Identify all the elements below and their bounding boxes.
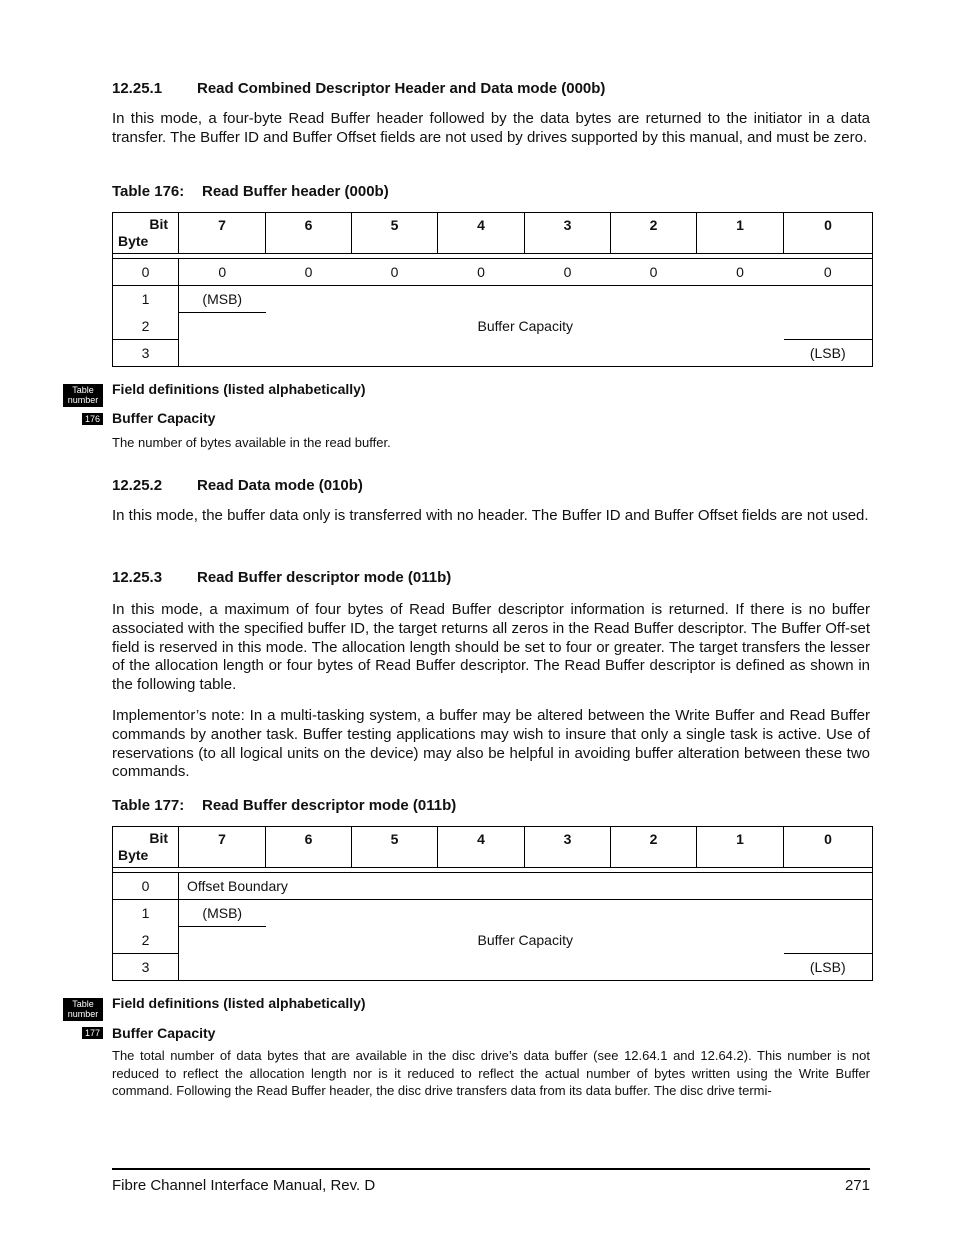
lsb-label: (LSB)	[784, 953, 873, 980]
footer-title: Fibre Channel Interface Manual, Rev. D	[112, 1177, 376, 1194]
bit-header: 7	[179, 827, 266, 868]
table-caption-176	[112, 183, 389, 200]
table-number-badge-num: 177	[82, 1027, 103, 1039]
bit-value: 0	[697, 259, 784, 286]
bit-byte-cell	[113, 213, 179, 254]
bit-value: 0	[352, 259, 438, 286]
field-definitions-heading: Field definitions (listed alphabetically)	[112, 995, 366, 1011]
bit-header: 0	[784, 827, 873, 868]
bit-header: 1	[697, 213, 784, 254]
table-177	[112, 826, 873, 981]
bit-label: Bit	[149, 830, 168, 846]
section-title: Read Combined Descriptor Header and Data mode (000b)	[197, 80, 606, 97]
table-row	[113, 286, 873, 313]
badge-line: Table	[72, 999, 94, 1009]
table-title: Read Buffer descriptor mode (011b)	[202, 797, 457, 814]
byte-cell: 1	[113, 286, 179, 313]
bit-value: 0	[179, 259, 266, 286]
field-description: The number of bytes available in the read buffer.	[112, 435, 391, 450]
table-row	[113, 900, 873, 927]
badge-line: number	[67, 1009, 99, 1019]
section-heading-12-25-2	[112, 477, 363, 494]
bit-header: 3	[525, 213, 611, 254]
bit-header: 2	[611, 827, 697, 868]
bit-header: 7	[179, 213, 266, 254]
table-number-badge-num: 176	[82, 413, 103, 425]
section-paragraph: In this mode, a four-byte Read Buffer header followed by the data bytes are returned to the initiator in a data transfer. The Buffer ID and Buffer Offset fields are not used by drives supported by this manual, and must be zero.	[112, 110, 870, 146]
section-number: 12.25.1	[112, 80, 163, 97]
section-heading-12-25-3	[112, 569, 451, 586]
bit-value: 0	[525, 259, 611, 286]
table-caption-177	[112, 797, 456, 814]
section-number: 12.25.2	[112, 477, 163, 494]
table-number: Table 176:	[112, 183, 185, 200]
section-paragraph: In this mode, a maximum of four bytes of Read Buffer descriptor information is returned. If there is no buffer associated with the specified buffer ID, the target returns all zeros in the Read Buffer descriptor. The Buffer Off-set field is reserved in this mode. The allocation length should be set to four or greater. The target transfers the lesser of the allocation length or four bytes of Read Buffer descriptor. The Read Buffer descriptor is defined as shown in the following table.	[112, 601, 870, 694]
field-name: Offset Boundary	[179, 873, 873, 900]
table-row	[113, 927, 873, 954]
table-176	[112, 212, 873, 367]
bit-label: Bit	[149, 216, 168, 232]
table-row	[113, 953, 873, 980]
table-number-badge	[63, 998, 103, 1021]
table-header-row	[113, 827, 873, 868]
bit-header: 0	[784, 213, 873, 254]
section-number: 12.25.3	[112, 569, 163, 586]
bit-value: 0	[266, 259, 352, 286]
byte-label: Byte	[118, 233, 149, 249]
bit-header: 6	[266, 827, 352, 868]
bit-header: 1	[697, 827, 784, 868]
section-title: Read Data mode (010b)	[197, 477, 363, 494]
bit-byte-cell	[113, 827, 179, 868]
field-name: Buffer Capacity	[112, 410, 216, 426]
table-number-badge	[63, 384, 103, 407]
bit-header: 5	[352, 213, 438, 254]
badge-line: number	[67, 395, 99, 405]
bit-header: 2	[611, 213, 697, 254]
byte-cell: 2	[113, 313, 179, 340]
byte-cell: 3	[113, 339, 179, 366]
table-number: Table 177:	[112, 797, 185, 814]
byte-label: Byte	[118, 847, 149, 863]
bit-value: 0	[611, 259, 697, 286]
byte-cell: 3	[113, 953, 179, 980]
byte-cell: 0	[113, 259, 179, 286]
bit-header: 4	[438, 827, 525, 868]
byte-cell: 0	[113, 873, 179, 900]
badge-line: Table	[72, 385, 94, 395]
table-title: Read Buffer header (000b)	[202, 183, 389, 200]
field-definitions-heading: Field definitions (listed alphabetically)	[112, 381, 366, 397]
byte-cell: 1	[113, 900, 179, 927]
field-name: Buffer Capacity	[477, 932, 573, 948]
page-number: 271	[844, 1177, 870, 1194]
byte-cell: 2	[113, 927, 179, 954]
field-name: Buffer Capacity	[477, 318, 573, 334]
table-row	[113, 339, 873, 366]
bit-header: 3	[525, 827, 611, 868]
section-heading-12-25-1	[112, 80, 605, 97]
table-row	[113, 259, 873, 286]
msb-label: (MSB)	[179, 900, 266, 927]
section-paragraph: Implementor’s note: In a multi-tasking system, a buffer may be altered between the Write Buffer and Read Buffer commands by another task. Buffer testing applications may wish to insure that only a single task is active. Use of reservations (to all logical units on the device) may also be helpful in avoiding buffer alteration between these two commands.	[112, 707, 870, 781]
table-row	[113, 873, 873, 900]
table-row	[113, 313, 873, 340]
table-header-row	[113, 213, 873, 254]
bit-value: 0	[784, 259, 873, 286]
field-name: Buffer Capacity	[112, 1025, 216, 1041]
section-title: Read Buffer descriptor mode (011b)	[197, 569, 452, 586]
section-paragraph: In this mode, the buffer data only is transferred with no header. The Buffer ID and Buffer Offset fields are not used.	[112, 507, 869, 524]
footer-rule	[112, 1168, 870, 1170]
lsb-label: (LSB)	[784, 339, 873, 366]
bit-header: 4	[438, 213, 525, 254]
msb-label: (MSB)	[179, 286, 266, 313]
field-description: The total number of data bytes that are available in the disc drive’s data buffer (see 12.64.1 and 12.64.2). This number is not reduced to reflect the allocation length nor is it reduced to reflect the actual number of bytes written using the Write Buffer command. Following the Read Buffer header, the disc drive transfers data from its data buffer. The disc drive termi-	[112, 1048, 870, 1098]
bit-header: 5	[352, 827, 438, 868]
bit-header: 6	[266, 213, 352, 254]
bit-value: 0	[438, 259, 525, 286]
